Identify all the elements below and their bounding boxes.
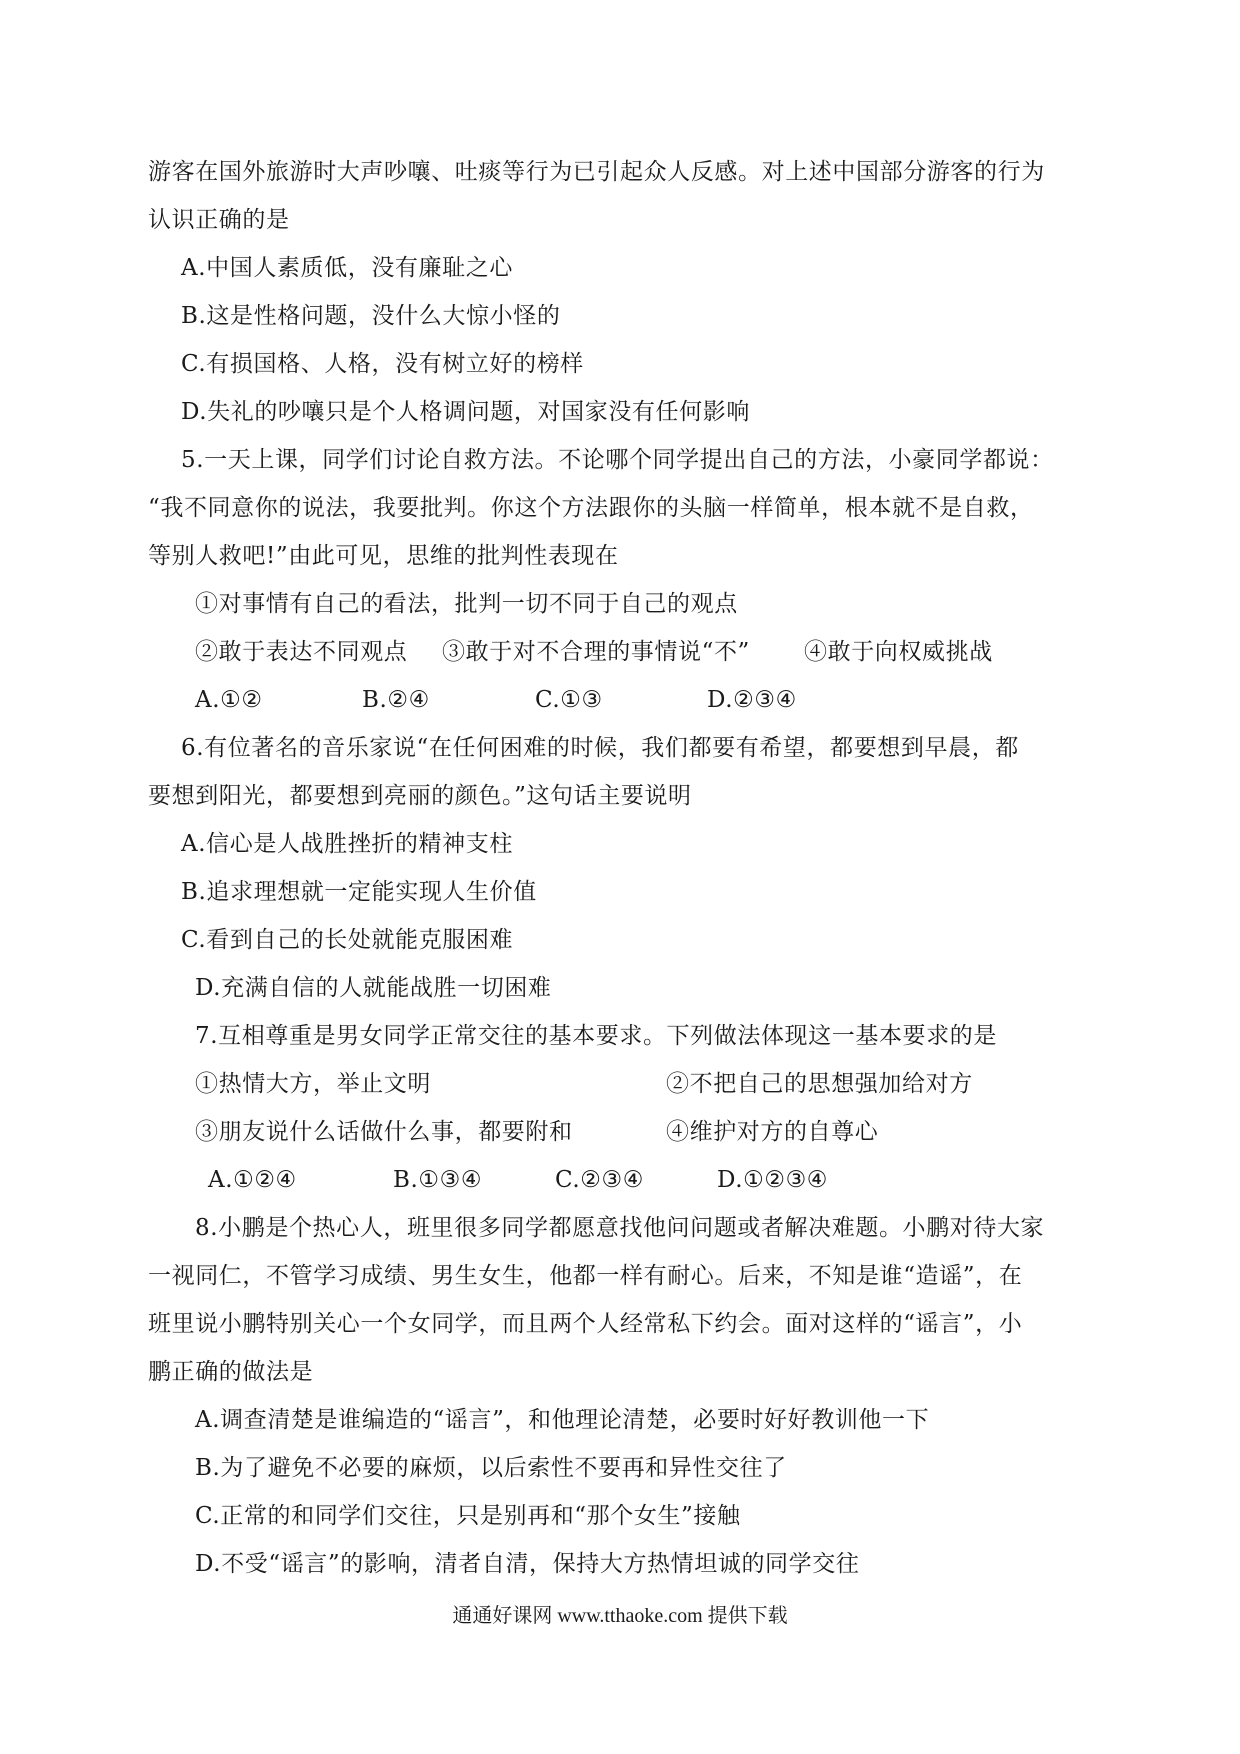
q6-option-a: A.信心是人战胜挫折的精神支柱: [181, 831, 513, 857]
q8-option-a: A.调查清楚是谁编造的“谣言”，和他理论清楚，必要时好好教训他一下: [195, 1407, 930, 1433]
q7-choice-c: C.②③④: [555, 1167, 644, 1193]
q8-stem-line3: 班里说小鹏特别关心一个女同学，而且两个人经常私下约会。面对这样的“谣言”，小: [148, 1311, 1023, 1337]
q5-item-2: ②敢于表达不同观点: [195, 639, 408, 665]
q7-item-1: ①热情大方，举止文明: [195, 1071, 431, 1097]
q8-stem-line4: 鹏正确的做法是: [148, 1359, 314, 1385]
q8-option-b: B.为了避免不必要的麻烦，以后索性不要再和异性交往了: [195, 1455, 787, 1481]
q5-stem-line3: 等别人救吧!”由此可见，思维的批判性表现在: [148, 543, 619, 569]
q4-option-c: C.有损国格、人格，没有树立好的榜样: [181, 351, 584, 377]
q6-stem-line1: 6.有位著名的音乐家说“在任何困难的时候，我们都要有希望，都要想到早晨，都: [181, 735, 1019, 761]
q6-option-d: D.充满自信的人就能战胜一切困难: [195, 975, 552, 1001]
q5-choice-b: B.②④: [362, 687, 430, 713]
q5-stem-line2: “我不同意你的说法，我要批判。你这个方法跟你的头脑一样简单，根本就不是自救，: [148, 495, 1034, 521]
page-footer: 通通好课网 www.tthaoke.com 提供下载: [452, 1605, 788, 1627]
q5-item-3: ③敢于对不合理的事情说“不”: [442, 639, 750, 665]
q8-stem-line2: 一视同仁，不管学习成绩、男生女生，他都一样有耐心。后来，不知是谁“造谣”，在: [148, 1263, 1023, 1289]
q6-option-c: C.看到自己的长处就能克服困难: [181, 927, 514, 953]
q8-option-d: D.不受“谣言”的影响，清者自清，保持大方热情坦诚的同学交往: [195, 1551, 860, 1577]
q5-stem-line1: 5.一天上课，同学们讨论自救方法。不论哪个同学提出自己的方法，小豪同学都说：: [181, 447, 1054, 473]
q5-choice-a: A.①②: [195, 687, 263, 713]
q7-stem-line1: 7.互相尊重是男女同学正常交往的基本要求。下列做法体现这一基本要求的是: [195, 1023, 997, 1049]
q7-choice-a: A.①②④: [208, 1167, 297, 1193]
q7-choice-d: D.①②③④: [717, 1167, 829, 1193]
q4-option-d: D.失礼的吵嚷只是个人格调问题，对国家没有任何影响: [181, 399, 750, 425]
q5-choice-d: D.②③④: [707, 687, 797, 713]
q7-item-4: ④维护对方的自尊心: [666, 1119, 879, 1145]
q4-option-b: B.这是性格问题，没什么大惊小怪的: [181, 303, 561, 329]
q7-item-2: ②不把自己的思想强加给对方: [666, 1071, 973, 1097]
q6-option-b: B.追求理想就一定能实现人生价值: [181, 879, 537, 905]
q4-stem-line2: 认识正确的是: [148, 207, 290, 233]
q8-stem-line1: 8.小鹏是个热心人，班里很多同学都愿意找他问问题或者解决难题。小鹏对待大家: [195, 1215, 1045, 1241]
q4-option-a: A.中国人素质低，没有廉耻之心: [181, 255, 513, 281]
q6-stem-line2: 要想到阳光，都要想到亮丽的颜色。”这句话主要说明: [148, 783, 692, 809]
q4-stem-line1: 游客在国外旅游时大声吵嚷、吐痰等行为已引起众人反感。对上述中国部分游客的行为: [148, 159, 1045, 185]
q5-item-4: ④敢于向权威挑战: [804, 639, 993, 665]
q5-item-1: ①对事情有自己的看法，批判一切不同于自己的观点: [195, 591, 738, 617]
q5-choice-c: C.①③: [535, 687, 603, 713]
q8-option-c: C.正常的和同学们交往，只是别再和“那个女生”接触: [195, 1503, 741, 1529]
q7-choice-b: B.①③④: [393, 1167, 483, 1193]
q7-item-3: ③朋友说什么话做什么事，都要附和: [195, 1119, 573, 1145]
